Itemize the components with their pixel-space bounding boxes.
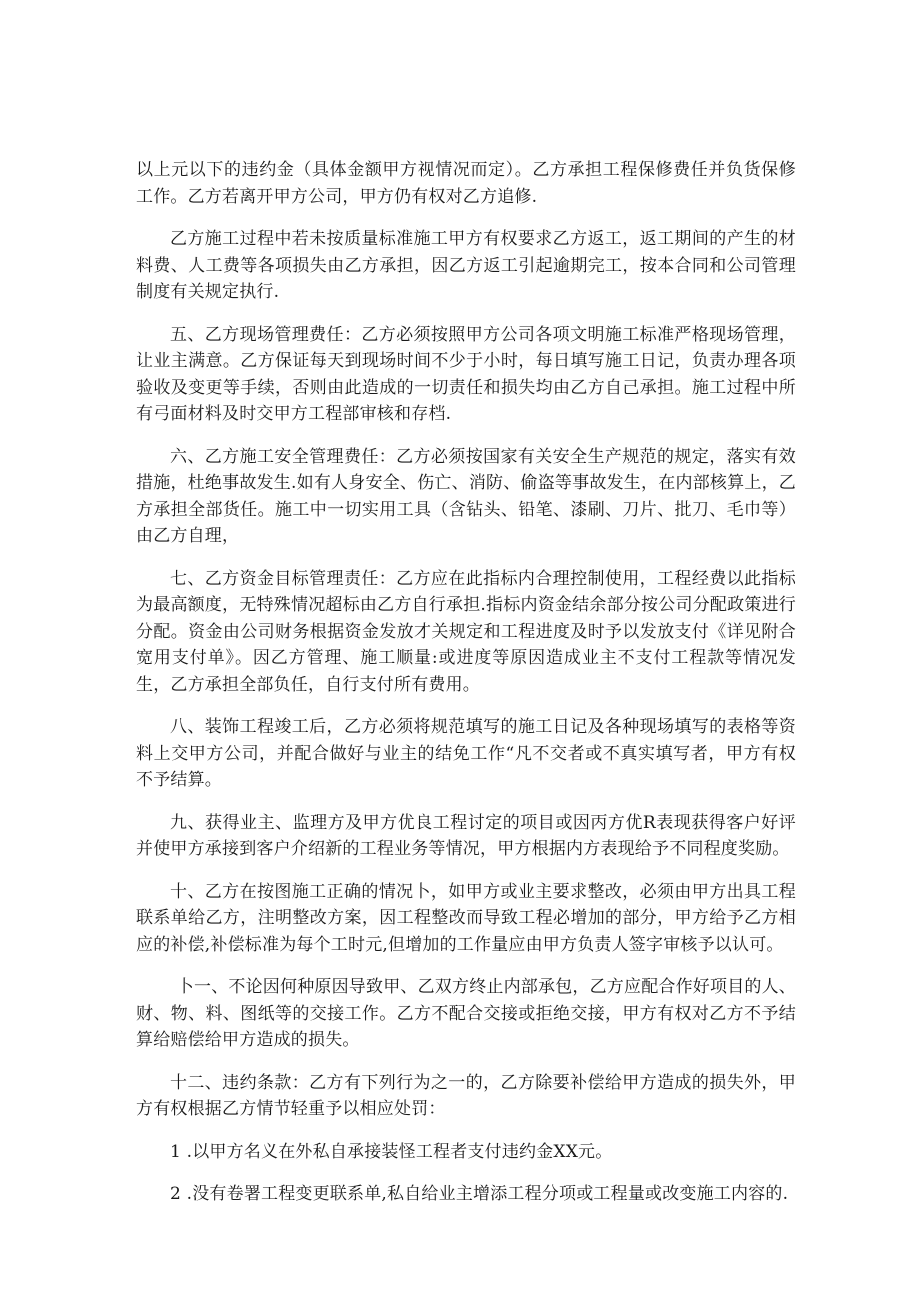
document-body <box>136 157 796 1224</box>
paragraph-site-management: 五、乙方现场管理费任：乙方必须按照甲方公司各项文明施工标准严格现场管理，让业主满意。乙方保证每天到现场时间不少于小时，每日填写施工日记，负责办理各项验收及变更等手续，否则由此造成的一切责任和损失均由乙方自己承担。施工过程中所有弓面材料及时交甲方工程部审核和存档. <box>136 324 796 424</box>
paragraph-penalty-continuation: 以上元以下的违约金（具体金额甲方视情况而定）。乙方承担工程保修费任并负货保修工作。乙方若离开甲方公司，甲方仍有权对乙方追修. <box>136 160 796 207</box>
paragraph-rewards: 九、获得业主、监理方及甲方优良工程讨定的项目或因丙方优R表现获得客户好评并使甲方承接到客户介绍新的工程业务等情况，甲方根据内方表现给予不同程度奖励。 <box>136 812 796 859</box>
paragraph-completion: 八、装饰工程竣工后，乙方必须将规范填写的施工日记及各种现场填写的表格等资料上交甲方公司，并配合做好与业主的结免工作“凡不交者或不真实填写者，甲方有权不予结算。 <box>136 717 796 790</box>
list-item-breach-2: 2 .没有卷署工程变更联系单,私自给业主增添工程分项或工程量或改变施工内容的. <box>170 1184 789 1204</box>
paragraph-rectification: 十、乙方在按图施工正确的情况卜，如甲方或业主要求整改，必须由甲方出具工程联系单给乙方，注明整改方案，因工程整改而导致工程必增加的部分，甲方给予乙方相应的补偿,补偿标准为每个工时元,但增加的工作量应由甲方负责人签字审核予以认可。 <box>136 881 796 955</box>
paragraph-termination: 卜一、不论因何种原因导致甲、乙双方终止内部承包，乙方应配合作好项目的人、财、物、料、图纸等的交接工作。乙方不配合交接或拒绝交接，甲方有权对乙方不予结算给赔偿给甲方造成的损失。 <box>136 977 796 1050</box>
list-item-breach-1: 1 .以甲方名义在外私自承接装怪工程者支付违约金XX元。 <box>170 1141 613 1162</box>
paragraph-funds-management: 七、乙方资金目标管理责任：乙方应在此指标内合理控制使用，工程经费以此指标为最高额度，无特殊情况超标由乙方自行承担.指标内资金结余部分按公司分配政策进行分配。资金由公司财务根据资金发放才关规定和工程进度及时予以发放支付《详见附合宽用支付单》。因乙方管理、施工顺量:或进度等原因造成业主不支付工程款等情况发生，乙方承担全部负任，自行支付所有费用。 <box>136 568 796 695</box>
paragraph-rework: 乙方施工过程中若未按质量标准施工甲方有权要求乙方返工，返工期间的产生的材料费、人工费等各项损失由乙方承担，因乙方返工引起逾期完工，按本合同和公司管理制度有关规定执行. <box>136 229 796 302</box>
paragraph-breach-clauses: 十二、违约条款：乙方有下列行为之一的，乙方除要补偿给甲方造成的损失外，甲方有权根据乙方情节轻重予以相应处罚： <box>136 1072 796 1119</box>
paragraph-safety-management: 六、乙方施工安全管理费任：乙方必须按国家有关安全生产规范的规定，落实有效措施，杜绝事故发生.如有人身安全、伤亡、消防、偷盗等事故发生，在内部核算上，乙方承担全部货任。施工中一切实用工具（含钻头、铅笔、漆刷、刀片、批刀、毛巾等）由乙方自理， <box>136 446 796 546</box>
